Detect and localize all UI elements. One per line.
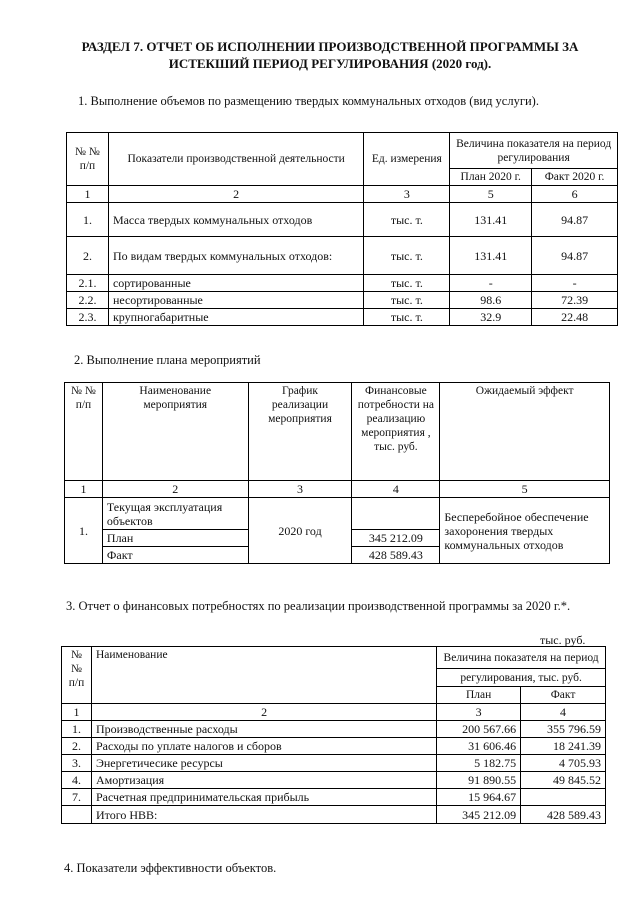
row-num: 1. <box>67 203 109 237</box>
table-row <box>67 292 618 309</box>
table-row <box>67 275 618 292</box>
row-name: несортированные <box>108 292 363 309</box>
row-num: 3. <box>62 755 92 772</box>
row-unit: тыс. т. <box>364 275 450 292</box>
col-name-header: Наименование мероприятия <box>102 383 248 481</box>
table-row <box>62 789 606 806</box>
col-name-header: Наименование <box>91 647 436 704</box>
row-fact: 22.48 <box>532 309 618 326</box>
section4-heading: 4. Показатели эффективности объектов. <box>64 861 277 875</box>
table-row-total <box>62 806 606 824</box>
section3-heading: 3. Отчет о финансовых потребностях по реализации производственной программы за 2020 г.*. <box>66 599 571 613</box>
col-number: 1 <box>67 186 109 203</box>
row-plan: 131.41 <box>450 237 532 275</box>
row-num: 1. <box>65 498 103 564</box>
col-effect-header: Ожидаемый эффект <box>440 383 610 481</box>
row-name: Производственные расходы <box>91 721 436 738</box>
col-value-header-2: регулирования, тыс. руб. <box>437 669 606 687</box>
row-unit: тыс. т. <box>364 203 450 237</box>
row-plan: 32.9 <box>450 309 532 326</box>
col-num-header: № № п/п <box>62 647 92 704</box>
col-number: 1 <box>62 704 92 721</box>
page-title: РАЗДЕЛ 7. ОТЧЕТ ОБ ИСПОЛНЕНИИ ПРОИЗВОДСТВЕННОЙ ПРОГРАММЫ ЗА ИСТЕКШИЙ ПЕРИОД РЕГУЛИРОВАНИЯ (2020 год). <box>81 39 579 71</box>
fact-label: Факт <box>102 547 248 564</box>
row-fact <box>521 789 606 806</box>
row-num: 2.3. <box>67 309 109 326</box>
col-unit-header: Ед. измерения <box>364 133 450 186</box>
row-plan: - <box>450 275 532 292</box>
row-unit: тыс. т. <box>364 309 450 326</box>
unit-note: тыс. руб. <box>540 633 586 647</box>
col-value-header: Величина показателя на период регулирования <box>450 133 618 169</box>
row-name: Текущая эксплуатация объектов <box>102 498 248 530</box>
volume-table <box>66 132 618 326</box>
row-num: 2. <box>67 237 109 275</box>
row-plan: 31 606.46 <box>437 738 521 755</box>
row-num: 7. <box>62 789 92 806</box>
row-fact: 428 589.43 <box>521 806 606 824</box>
row-name: По видам твердых коммунальных отходов: <box>108 237 363 275</box>
plan-value: 345 212.09 <box>352 530 440 547</box>
col-number: 5 <box>440 481 610 498</box>
row-unit: тыс. т. <box>364 292 450 309</box>
col-indicator-header: Показатели производственной деятельности <box>108 133 363 186</box>
row-plan: 345 212.09 <box>437 806 521 824</box>
row-name: Расчетная предпринимательская прибыль <box>91 789 436 806</box>
row-fact: 18 241.39 <box>521 738 606 755</box>
row-finance-empty <box>352 498 440 530</box>
section1-heading: 1. Выполнение объемов по размещению твердых коммунальных отходов (вид услуги). <box>78 94 539 108</box>
row-plan: 91 890.55 <box>437 772 521 789</box>
measures-table <box>64 382 610 564</box>
row-schedule: 2020 год <box>248 498 352 564</box>
row-plan: 131.41 <box>450 203 532 237</box>
col-number: 3 <box>437 704 521 721</box>
row-name: крупногабаритные <box>108 309 363 326</box>
table-row <box>62 738 606 755</box>
row-name: Итого НВВ: <box>91 806 436 824</box>
table-row <box>62 772 606 789</box>
row-unit: тыс. т. <box>364 237 450 275</box>
row-name: Энергетичесике ресурсы <box>91 755 436 772</box>
col-value-header: Величина показателя на период <box>437 647 606 669</box>
col-num-header: № № п/п <box>67 133 109 186</box>
col-number: 4 <box>352 481 440 498</box>
col-number: 1 <box>65 481 103 498</box>
row-plan: 98.6 <box>450 292 532 309</box>
row-fact: 94.87 <box>532 237 618 275</box>
row-num: 1. <box>62 721 92 738</box>
plan-label: План <box>102 530 248 547</box>
row-plan: 15 964.67 <box>437 789 521 806</box>
col-schedule-header: График реализации мероприятия <box>248 383 352 481</box>
col-number: 2 <box>108 186 363 203</box>
row-num: 2.1. <box>67 275 109 292</box>
row-name: Расходы по уплате налогов и сборов <box>91 738 436 755</box>
col-num-header: № № п/п <box>65 383 103 481</box>
row-name: Амортизация <box>91 772 436 789</box>
col-plan-header: План 2020 г. <box>450 169 532 186</box>
row-fact: 94.87 <box>532 203 618 237</box>
table-row <box>65 498 610 530</box>
table-row <box>67 309 618 326</box>
row-num: 2.2. <box>67 292 109 309</box>
col-number: 6 <box>532 186 618 203</box>
row-fact: 4 705.93 <box>521 755 606 772</box>
col-fact-header: Факт <box>521 687 606 704</box>
finance-table <box>61 646 606 824</box>
row-num: 4. <box>62 772 92 789</box>
col-fact-header: Факт 2020 г. <box>532 169 618 186</box>
table-row <box>62 721 606 738</box>
row-plan: 200 567.66 <box>437 721 521 738</box>
col-finance-header: Финансовые потребности на реализацию мероприятия , тыс. руб. <box>352 383 440 481</box>
row-effect: Бесперебойное обеспечение захоронения твердых коммунальных отходов <box>440 498 610 564</box>
row-num <box>62 806 92 824</box>
row-fact: 72.39 <box>532 292 618 309</box>
fact-value: 428 589.43 <box>352 547 440 564</box>
col-plan-header: План <box>437 687 521 704</box>
row-plan: 5 182.75 <box>437 755 521 772</box>
col-number: 5 <box>450 186 532 203</box>
table-row <box>67 203 618 237</box>
col-number: 2 <box>91 704 436 721</box>
row-name: сортированные <box>108 275 363 292</box>
row-fact: 355 796.59 <box>521 721 606 738</box>
section2-heading: 2. Выполнение плана мероприятий <box>74 353 261 367</box>
col-number: 3 <box>364 186 450 203</box>
table-row <box>62 755 606 772</box>
row-fact: - <box>532 275 618 292</box>
col-number: 3 <box>248 481 352 498</box>
row-fact: 49 845.52 <box>521 772 606 789</box>
col-number: 4 <box>521 704 606 721</box>
row-num: 2. <box>62 738 92 755</box>
col-number: 2 <box>102 481 248 498</box>
row-name: Масса твердых коммунальных отходов <box>108 203 363 237</box>
table-row <box>67 237 618 275</box>
